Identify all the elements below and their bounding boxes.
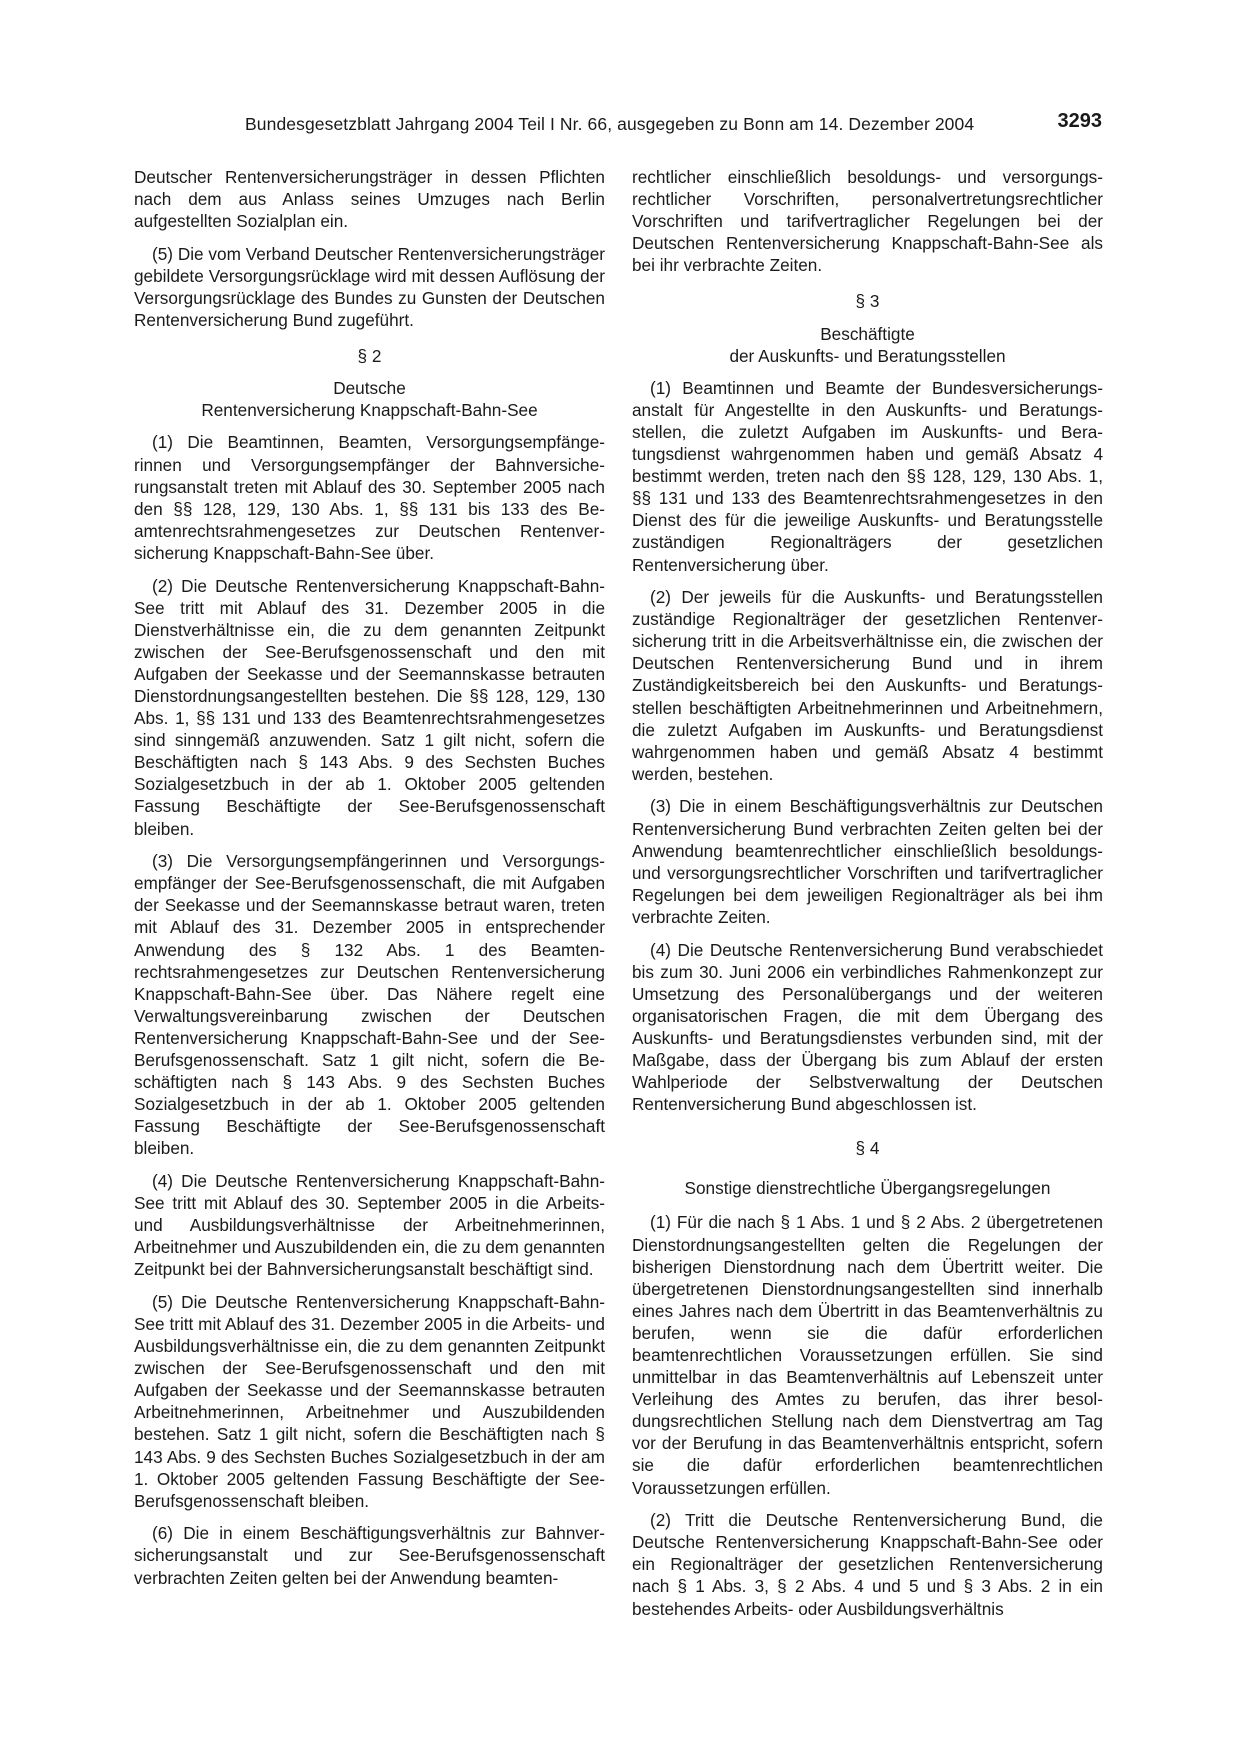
paragraph: (3) Die in einem Beschäftigungsverhältnis zur Deutschen Rentenversicherung Bund verbrachten Zeiten gelten bei der Anwendung beamtenrechtlicher einschließlich besoldungs- und versorgungsrechtlicher Vorschriften und tarifvertraglicher Regelungen bei dem jeweiligen Regionalträger als bei ihm verbrachte Zeiten.: [632, 796, 1103, 927]
section-title: [134, 377, 605, 421]
paragraph: (1) Beamtinnen und Beamte der Bundesversicherungsanstalt für Angestellte in den Auskunfts- und Beratungsstellen, die zuletzt Aufgaben im Auskunfts- und Beratungsdienst wahrgenommen haben und gemäß Absatz 4 bestimmt werden, treten nach den §§ 128, 129, 130 Abs. 1, §§ 131 und 133 des Beamtenrechtsrahmengesetzes in den Dienst des für die jeweilige Auskunfts- und Beratungsstelle zuständigen Regionalträgers der gesetzlichen Rentenversicherung über.: [632, 377, 1103, 575]
section-title: Sonstige dienstrechtliche Übergangsregelungen: [684, 1178, 1051, 1199]
section-title-line: der Auskunfts- und Beratungsstellen: [729, 345, 1006, 366]
paragraph: (2) Der jeweils für die Auskunfts- und Beratungsstellen zuständige Regionalträger der gesetzlichen Rentenversicherung tritt in die Arbeitsverhältnisse ein, die zwischen der Deutschen Rentenversicherung Bund und in ihrem Zuständigkeitsbereich bei den Auskunfts- und Beratungsstellen beschäftigten Arbeitnehmerinnen und Arbeitnehmern, die zuletzt Aufgaben im Auskunfts- und Beratungsdienst wahrgenommen haben und gemäß Absatz 4 bestimmt werden, bestehen.: [632, 587, 1103, 784]
paragraph: (2) Die Deutsche Rentenversicherung Knappschaft-Bahn-See tritt mit Ablauf des 31. Dezember 2005 in die Dienstverhältnisse ein, die zu dem genannten Zeitpunkt zwischen der See-Berufsgenossenschaft und den mit Aufgaben der Seekasse und der Seemannskasse betrauten Dienstordnungsangestellten bestehen. Die §§ 128, 129, 130 Abs. 1, §§ 131 und 133 des Beamtenrechtsrahmengesetzes sind sinngemäß anzuwenden. Satz 1 gilt nicht, sofern die Beschäftigten nach § 143 Abs. 9 des Sechsten Buches Sozialgesetzbuch in der ab 1. Oktober 2005 geltenden Fassung Beschäftigte der See-Berufsgenossenschaft bleiben.: [134, 575, 605, 839]
paragraph: (1) Die Beamtinnen, Beamten, Versorgungsempfängerinnen und Versorgungsempfänger der Bahnversicherungsanstalt treten mit Ablauf des 30. September 2005 nach den §§ 128, 129, 130 Abs. 1, §§ 131 bis 133 des Beamtenrechtsrahmengesetzes zur Deutschen Rentenversicherung Knappschaft-Bahn-See über.: [134, 432, 605, 563]
section-heading: § 4: [855, 1138, 880, 1159]
paragraph: (3) Die Versorgungsempfängerinnen und Versorgungsempfänger der See-Berufsgenossenschaft, die mit Aufgaben der Seekasse und der Seemannskasse betraut waren, treten mit Ablauf des 31. Dezember 2005 in entsprechender Anwendung des § 132 Abs. 1 des Beamtenrechtsrahmengesetzes zur Deutschen Rentenversicherung Knappschaft-Bahn-See über. Das Nähere regelt eine Verwaltungsvereinbarung zwischen der Deutschen Rentenversicherung Knappschaft-Bahn-See und der See-Berufsgenossenschaft. Satz 1 gilt nicht, sofern die Beschäftigten nach § 143 Abs. 9 des Sechsten Buches Sozialgesetzbuch in der ab 1. Oktober 2005 geltenden Fassung Beschäftigte der See-Berufsgenossenschaft bleiben.: [134, 851, 605, 1159]
page-header: [130, 110, 1102, 136]
paragraph: (4) Die Deutsche Rentenversicherung Knappschaft-Bahn-See tritt mit Ablauf des 30. September 2005 in die Arbeits- und Ausbildungsverhältnisse der Arbeitnehmerinnen, Arbeitnehmer und Auszubildenden ein, die zu dem genannten Zeitpunkt bei der Bahnversicherungsanstalt beschäftigt sind.: [134, 1170, 605, 1280]
paragraph: Deutscher Rentenversicherungsträger in dessen Pflichten nach dem aus Anlass seines Umzuges nach Berlin aufgestellten Sozialplan ein.: [134, 167, 605, 232]
section-heading: § 2: [357, 346, 382, 367]
section-title-line: Rentenversicherung Knappschaft-Bahn-See: [201, 400, 538, 421]
paragraph: rechtlicher einschließlich besoldungs- und versorgungsrechtlicher Vorschriften, personalvertretungsrechtlicher Vorschriften und tarifvertraglicher Regelungen bei der Deutschen Rentenversicherung Knappschaft-Bahn-See als bei ihr verbrachte Zeiten.: [632, 167, 1103, 276]
paragraph: (6) Die in einem Beschäftigungsverhältnis zur Bahnversicherungsanstalt und zur See-Berufsgenossenschaft verbrachten Zeiten gelten bei der Anwendung beamten-: [134, 1523, 605, 1588]
right-column: [632, 166, 1103, 1630]
section-title-line: Beschäftigte: [820, 323, 915, 344]
paragraph: (1) Für die nach § 1 Abs. 1 und § 2 Abs. 2 übergetretenen Dienstordnungsangestellten gelten die Regelungen der bisherigen Dienstordnung nach dem Übertritt weiter. Die übergetretenen Dienstordnungsangestellten sind innerhalb eines Jahres nach dem Übertritt in das Beamtenverhältnis zu berufen, wenn sie die dafür erforderlichen beamtenrechtlichen Voraussetzungen erfüllen. Sie sind unmittelbar in das Beamtenverhältnis auf Lebenszeit unter Verleihung des Amtes zu berufen, das ihrer besoldungsrechtlichen Stellung nach dem Dienstvertrag am Tag vor der Berufung in das Beamtenverhältnis entspricht, sofern sie die dafür erforderlichen beamtenrechtlichen Voraussetzungen erfüllen.: [632, 1212, 1103, 1498]
section-title-line: Deutsche: [333, 378, 406, 399]
section-title: [632, 323, 1103, 367]
running-title: Bundesgesetzblatt Jahrgang 2004 Teil I Nr. 66, ausgegeben zu Bonn am 14. Dezember 2004: [245, 114, 975, 134]
page-number: 3293: [1057, 110, 1102, 132]
paragraph: (5) Die Deutsche Rentenversicherung Knappschaft-Bahn-See tritt mit Ablauf des 31. Dezember 2005 in die Arbeits- und Ausbildungsverhältnisse ein, die zu dem genannten Zeitpunkt zwischen der See-Berufsgenossenschaft und den mit Aufgaben der Seekasse und der Seemannskasse betrauten Arbeitnehmerinnen, Arbeitnehmer und Auszubildenden bestehen. Satz 1 gilt nicht, sofern die Beschäftigten nach § 143 Abs. 9 des Sechsten Buches Sozialgesetzbuch in der am 1. Oktober 2005 geltenden Fassung Beschäftigte der See-Berufsgenossenschaft bleiben.: [134, 1291, 605, 1511]
paragraph: (5) Die vom Verband Deutscher Rentenversicherungsträger gebildete Versorgungsrücklage wird mit dessen Auflösung der Versorgungsrücklage des Bundes zu Gunsten der Deutschen Rentenversicherung Bund zugeführt.: [134, 243, 605, 331]
paragraph: (4) Die Deutsche Rentenversicherung Bund verabschiedet bis zum 30. Juni 2006 ein verbindliches Rahmenkonzept zur Umsetzung des Personalübergangs und der weiteren organisatorischen Fragen, die mit dem Übergang des Auskunfts- und Beratungsdienstes verbunden sind, mit der Maßgabe, dass der Übergang bis zum Ablauf der ersten Wahlperiode der Selbstverwaltung der Deutschen Rentenversicherung Bund abgeschlossen ist.: [632, 939, 1103, 1115]
paragraph: (2) Tritt die Deutsche Rentenversicherung Bund, die Deutsche Rentenversicherung Knappschaft-Bahn-See oder ein Regionalträger der gesetzlichen Rentenversicherung nach § 1 Abs. 3, § 2 Abs. 4 und 5 und § 3 Abs. 2 in ein bestehendes Arbeits- oder Ausbildungsverhältnis: [632, 1510, 1103, 1619]
left-column: [134, 166, 605, 1599]
section-heading: § 3: [855, 291, 880, 312]
